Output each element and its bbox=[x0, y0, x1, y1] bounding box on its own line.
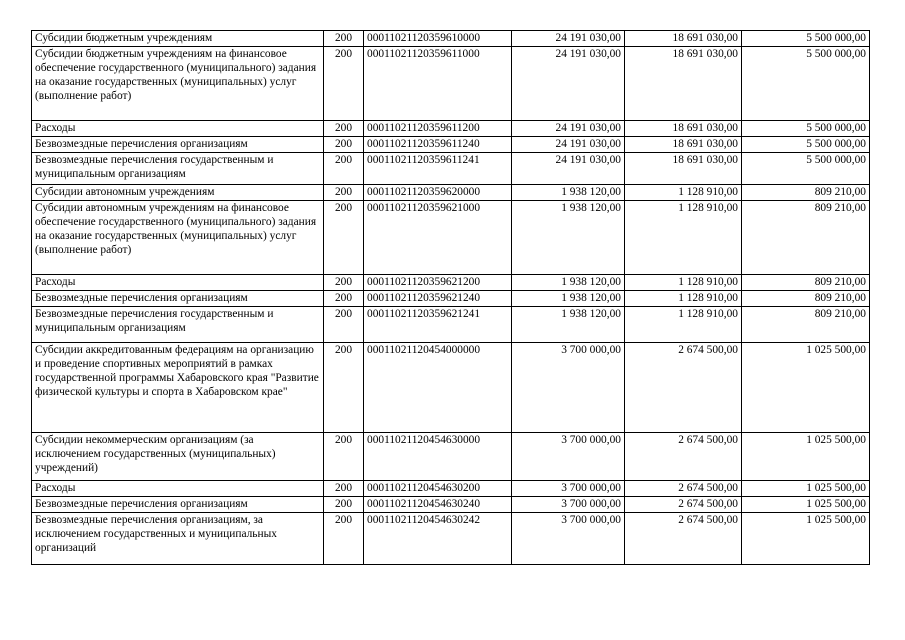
line-code-cell: 200 bbox=[324, 201, 364, 275]
table-row bbox=[32, 481, 870, 497]
expense-name-cell: Субсидии бюджетным учреждениям bbox=[32, 31, 324, 47]
table-row bbox=[32, 275, 870, 291]
unexecuted-amount-cell: 809 210,00 bbox=[742, 307, 870, 343]
executed-amount-cell: 2 674 500,00 bbox=[625, 433, 742, 481]
line-code-cell: 200 bbox=[324, 291, 364, 307]
executed-amount-cell: 18 691 030,00 bbox=[625, 137, 742, 153]
executed-amount-cell: 1 128 910,00 bbox=[625, 201, 742, 275]
line-code-cell: 200 bbox=[324, 153, 364, 185]
expense-name-cell: Безвозмездные перечисления организациям bbox=[32, 291, 324, 307]
executed-amount-cell: 18 691 030,00 bbox=[625, 121, 742, 137]
approved-amount-cell: 1 938 120,00 bbox=[512, 275, 625, 291]
approved-amount-cell: 24 191 030,00 bbox=[512, 47, 625, 121]
executed-amount-cell: 1 128 910,00 bbox=[625, 291, 742, 307]
expense-name-cell: Субсидии аккредитованным федерациям на организацию и проведение спортивных мероприятий в рамках государственной программы Хабаровского края "Развитие физической культуры и спорта в Хабаровском крае" bbox=[32, 343, 324, 433]
budget-table-body bbox=[32, 31, 870, 565]
classification-code-cell: 00011021120454630240 bbox=[364, 497, 512, 513]
approved-amount-cell: 24 191 030,00 bbox=[512, 153, 625, 185]
classification-code-cell: 00011021120359611241 bbox=[364, 153, 512, 185]
classification-code-cell: 00011021120359611240 bbox=[364, 137, 512, 153]
classification-code-cell: 00011021120359610000 bbox=[364, 31, 512, 47]
table-row bbox=[32, 153, 870, 185]
executed-amount-cell: 2 674 500,00 bbox=[625, 481, 742, 497]
unexecuted-amount-cell: 1 025 500,00 bbox=[742, 481, 870, 497]
expense-name-cell: Безвозмездные перечисления государственным и муниципальным организациям bbox=[32, 307, 324, 343]
approved-amount-cell: 3 700 000,00 bbox=[512, 497, 625, 513]
expense-name-cell: Расходы bbox=[32, 275, 324, 291]
expense-name-cell: Расходы bbox=[32, 481, 324, 497]
executed-amount-cell: 1 128 910,00 bbox=[625, 307, 742, 343]
executed-amount-cell: 2 674 500,00 bbox=[625, 497, 742, 513]
line-code-cell: 200 bbox=[324, 185, 364, 201]
line-code-cell: 200 bbox=[324, 275, 364, 291]
classification-code-cell: 00011021120359611200 bbox=[364, 121, 512, 137]
classification-code-cell: 00011021120359620000 bbox=[364, 185, 512, 201]
classification-code-cell: 00011021120359621241 bbox=[364, 307, 512, 343]
line-code-cell: 200 bbox=[324, 47, 364, 121]
executed-amount-cell: 18 691 030,00 bbox=[625, 31, 742, 47]
table-row bbox=[32, 185, 870, 201]
classification-code-cell: 00011021120359621240 bbox=[364, 291, 512, 307]
approved-amount-cell: 24 191 030,00 bbox=[512, 121, 625, 137]
expense-name-cell: Субсидии бюджетным учреждениям на финансовое обеспечение государственного (муниципального) задания на оказание государственных (муниципальных) услуг (выполнение работ) bbox=[32, 47, 324, 121]
table-row bbox=[32, 31, 870, 47]
table-row bbox=[32, 497, 870, 513]
expense-name-cell: Безвозмездные перечисления организациям bbox=[32, 137, 324, 153]
unexecuted-amount-cell: 809 210,00 bbox=[742, 275, 870, 291]
approved-amount-cell: 3 700 000,00 bbox=[512, 513, 625, 565]
classification-code-cell: 00011021120454000000 bbox=[364, 343, 512, 433]
unexecuted-amount-cell: 809 210,00 bbox=[742, 291, 870, 307]
unexecuted-amount-cell: 5 500 000,00 bbox=[742, 31, 870, 47]
table-row bbox=[32, 343, 870, 433]
classification-code-cell: 00011021120454630200 bbox=[364, 481, 512, 497]
table-row bbox=[32, 201, 870, 275]
line-code-cell: 200 bbox=[324, 121, 364, 137]
executed-amount-cell: 2 674 500,00 bbox=[625, 513, 742, 565]
line-code-cell: 200 bbox=[324, 31, 364, 47]
table-row bbox=[32, 291, 870, 307]
approved-amount-cell: 3 700 000,00 bbox=[512, 433, 625, 481]
unexecuted-amount-cell: 1 025 500,00 bbox=[742, 343, 870, 433]
line-code-cell: 200 bbox=[324, 307, 364, 343]
unexecuted-amount-cell: 5 500 000,00 bbox=[742, 137, 870, 153]
unexecuted-amount-cell: 809 210,00 bbox=[742, 201, 870, 275]
unexecuted-amount-cell: 809 210,00 bbox=[742, 185, 870, 201]
classification-code-cell: 00011021120359621000 bbox=[364, 201, 512, 275]
expense-name-cell: Безвозмездные перечисления государственным и муниципальным организациям bbox=[32, 153, 324, 185]
expense-name-cell: Расходы bbox=[32, 121, 324, 137]
executed-amount-cell: 1 128 910,00 bbox=[625, 185, 742, 201]
expense-name-cell: Субсидии автономным учреждениям на финансовое обеспечение государственного (муниципального) задания на оказание государственных (муниципальных) услуг (выполнение работ) bbox=[32, 201, 324, 275]
executed-amount-cell: 1 128 910,00 bbox=[625, 275, 742, 291]
line-code-cell: 200 bbox=[324, 343, 364, 433]
expense-name-cell: Субсидии некоммерческим организациям (за исключением государственных (муниципальных) учреждений) bbox=[32, 433, 324, 481]
executed-amount-cell: 18 691 030,00 bbox=[625, 153, 742, 185]
approved-amount-cell: 3 700 000,00 bbox=[512, 481, 625, 497]
executed-amount-cell: 2 674 500,00 bbox=[625, 343, 742, 433]
unexecuted-amount-cell: 5 500 000,00 bbox=[742, 153, 870, 185]
classification-code-cell: 00011021120359621200 bbox=[364, 275, 512, 291]
table-row bbox=[32, 513, 870, 565]
unexecuted-amount-cell: 5 500 000,00 bbox=[742, 121, 870, 137]
table-row bbox=[32, 47, 870, 121]
classification-code-cell: 00011021120454630242 bbox=[364, 513, 512, 565]
unexecuted-amount-cell: 1 025 500,00 bbox=[742, 497, 870, 513]
line-code-cell: 200 bbox=[324, 513, 364, 565]
classification-code-cell: 00011021120454630000 bbox=[364, 433, 512, 481]
table-row bbox=[32, 137, 870, 153]
unexecuted-amount-cell: 1 025 500,00 bbox=[742, 513, 870, 565]
approved-amount-cell: 1 938 120,00 bbox=[512, 291, 625, 307]
classification-code-cell: 00011021120359611000 bbox=[364, 47, 512, 121]
line-code-cell: 200 bbox=[324, 497, 364, 513]
unexecuted-amount-cell: 5 500 000,00 bbox=[742, 47, 870, 121]
line-code-cell: 200 bbox=[324, 481, 364, 497]
budget-table bbox=[31, 30, 870, 565]
table-row bbox=[32, 121, 870, 137]
approved-amount-cell: 1 938 120,00 bbox=[512, 185, 625, 201]
approved-amount-cell: 1 938 120,00 bbox=[512, 201, 625, 275]
table-row bbox=[32, 433, 870, 481]
approved-amount-cell: 3 700 000,00 bbox=[512, 343, 625, 433]
unexecuted-amount-cell: 1 025 500,00 bbox=[742, 433, 870, 481]
expense-name-cell: Субсидии автономным учреждениям bbox=[32, 185, 324, 201]
line-code-cell: 200 bbox=[324, 137, 364, 153]
line-code-cell: 200 bbox=[324, 433, 364, 481]
expense-name-cell: Безвозмездные перечисления организациям bbox=[32, 497, 324, 513]
table-row bbox=[32, 307, 870, 343]
expense-name-cell: Безвозмездные перечисления организациям, за исключением государственных и муниципальных организаций bbox=[32, 513, 324, 565]
executed-amount-cell: 18 691 030,00 bbox=[625, 47, 742, 121]
approved-amount-cell: 1 938 120,00 bbox=[512, 307, 625, 343]
approved-amount-cell: 24 191 030,00 bbox=[512, 137, 625, 153]
approved-amount-cell: 24 191 030,00 bbox=[512, 31, 625, 47]
